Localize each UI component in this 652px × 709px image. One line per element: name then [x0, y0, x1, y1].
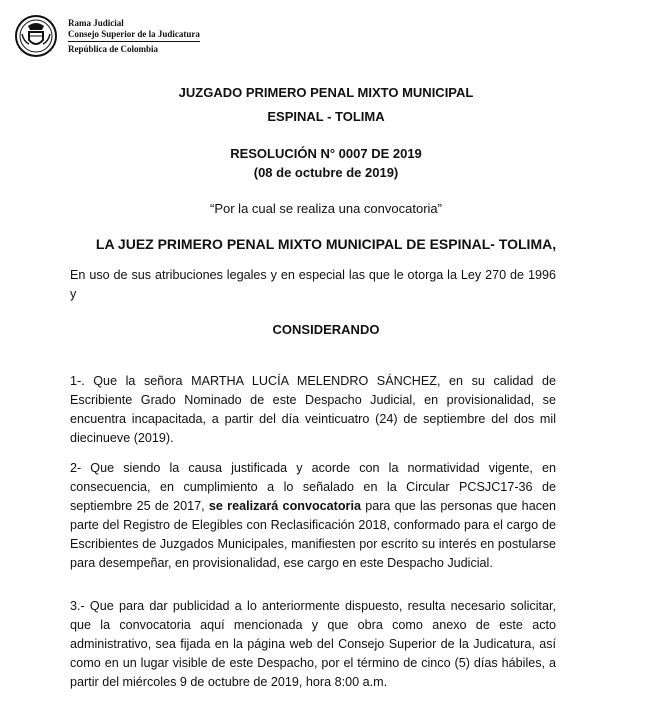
- paragraph-3: 3.- Que para dar publicidad a lo anteriormente dispuesto, resulta necesario solicitar, que la convocatoria aquí mencionada y que obra como anexo de este acto administrativo, sea fijada en la página web del Consejo Superior de la Judicatura, así como en un lugar visible de este Despacho, por el término de cinco (5) días hábiles, a partir del miércoles 9 de octubre de 2019, hora 8:00 a.m.: [70, 599, 556, 689]
- paragraph-1: 1-. Que la señora MARTHA LUCÍA MELENDRO SÁNCHEZ, en su calidad de Escribiente Grado Nominado de este Despacho Judicial, en provisionalidad, se encuentra incapacitada, a partir del día veinticuatro (24) de septiembre del dos mil diecinueve (2019).: [70, 374, 556, 445]
- judge-heading: LA JUEZ PRIMERO PENAL MIXTO MUNICIPAL DE ESPINAL- TOLIMA,: [95, 236, 557, 252]
- intro-paragraph: En uso de sus atribuciones legales y en especial las que le otorga la Ley 270 de 1996 y: [70, 268, 556, 301]
- letterhead-line-1: Rama Judicial: [68, 18, 124, 28]
- paragraph-2-part-1: 2- Que siendo la causa justificada y acorde con la normatividad vigente, en consecuencia, en cumplimiento a lo señalado en la Circular PCSJC17-36 de septiembre 25 de 2017,: [70, 461, 556, 513]
- court-city: ESPINAL - TOLIMA: [267, 109, 385, 124]
- court-name: JUZGADO PRIMERO PENAL MIXTO MUNICIPAL: [178, 85, 474, 100]
- letterhead-line-3: República de Colombia: [68, 44, 159, 54]
- paragraph-2-emphasis: se realizará convocatoria: [208, 499, 361, 513]
- colombia-coat-of-arms-icon: [14, 14, 58, 58]
- resolution-date: (08 de octubre de 2019): [253, 165, 399, 180]
- letterhead-text: [68, 18, 200, 55]
- paragraph-2: [70, 459, 556, 573]
- considering-heading: CONSIDERANDO: [272, 322, 380, 337]
- resolution-subject: “Por la cual se realiza una convocatoria”: [210, 201, 442, 216]
- letterhead-line-2: Consejo Superior de la Judicatura: [68, 29, 200, 42]
- resolution-number: RESOLUCIÓN N° 0007 DE 2019: [230, 146, 422, 161]
- letterhead: [14, 14, 200, 58]
- paragraph-2-part-3: para que las personas que hacen parte del Registro de Elegibles con Reclasificación 2018, conformado para el cargo de Escribientes de Juzgados Municipales, manifiesten por escrito su interés en postularse para desempeñar, en provisionalidad, ese cargo en este Despacho Judicial.: [70, 499, 556, 570]
